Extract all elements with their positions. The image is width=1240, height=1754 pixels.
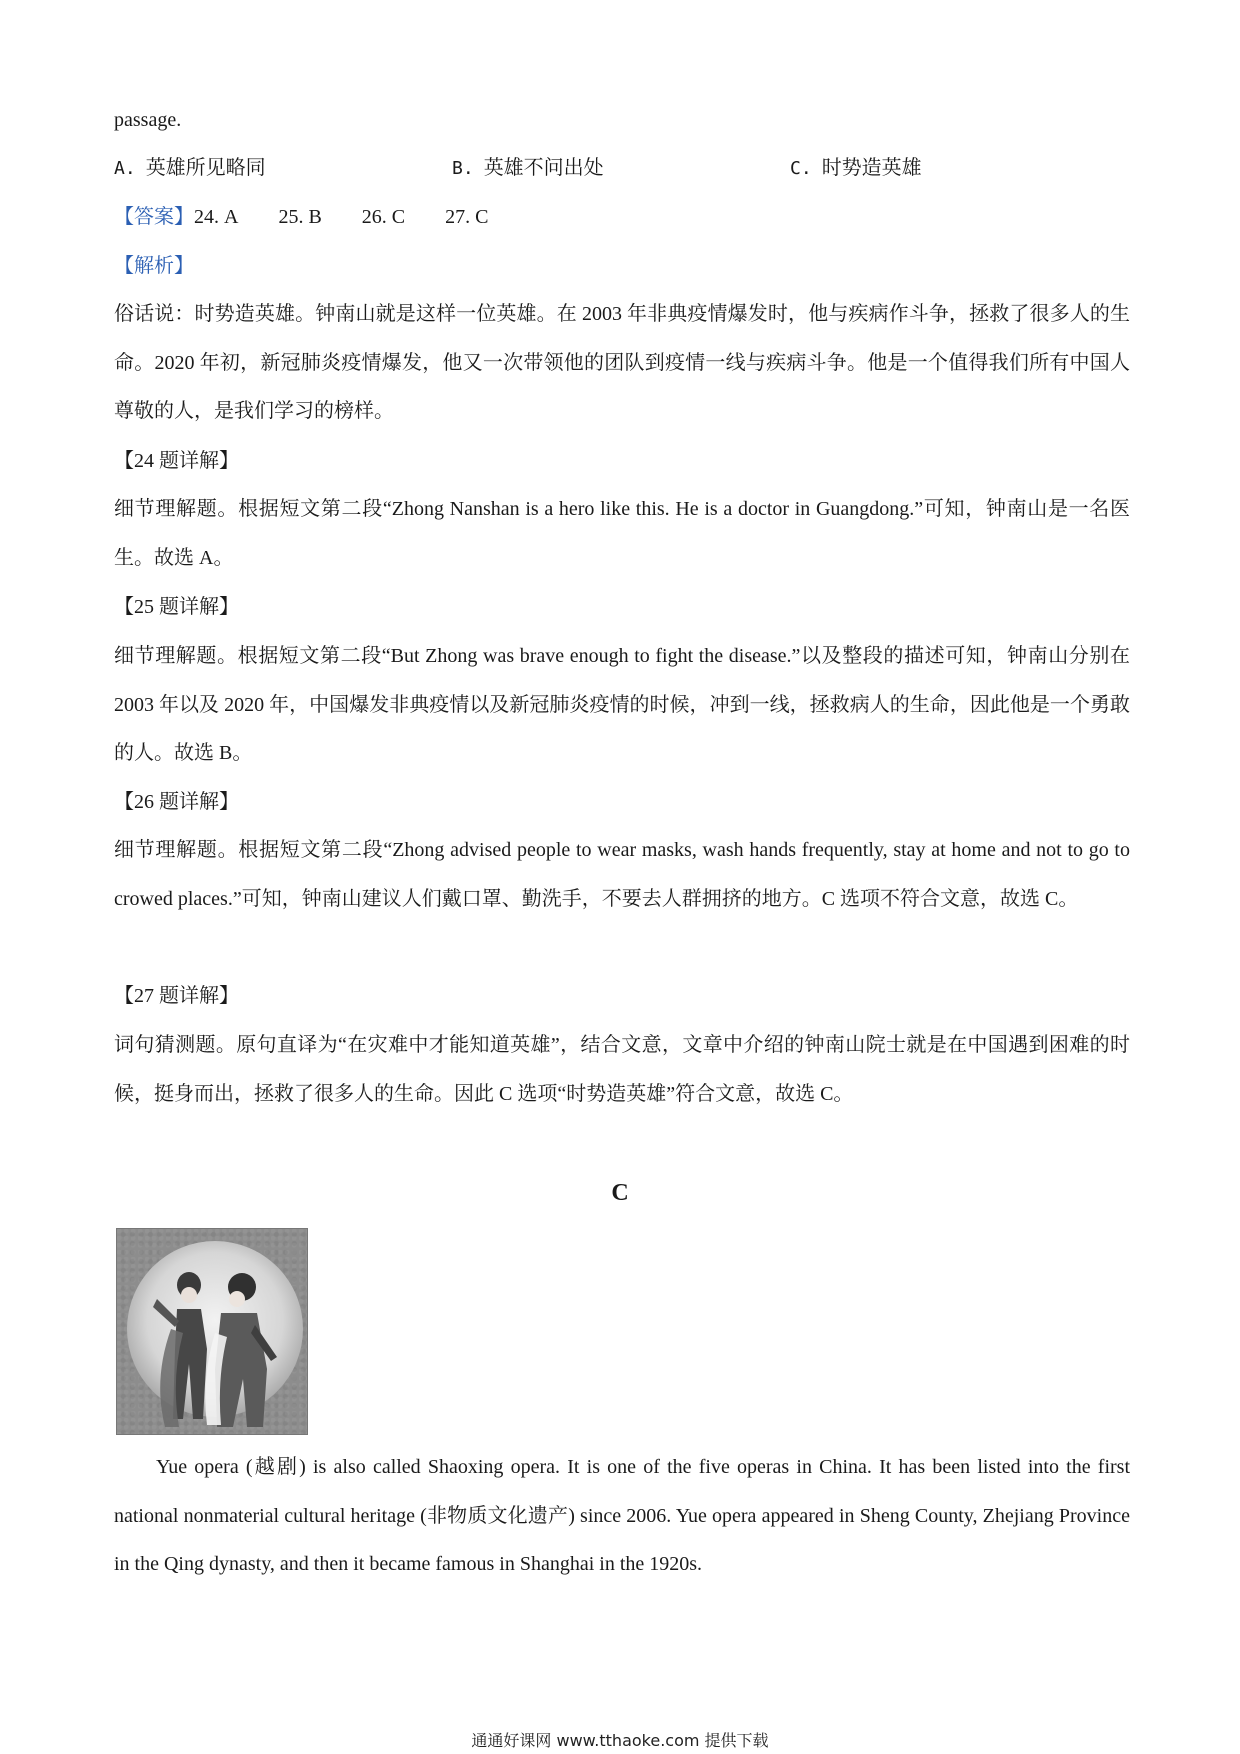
section-title: C <box>611 1180 629 1206</box>
option-b <box>452 156 604 181</box>
option-letter: A. <box>114 158 136 179</box>
detail-27-heading: 【27 题详解】 <box>114 985 239 1007</box>
option-letter: B. <box>452 158 474 179</box>
option-text: 时势造英雄 <box>821 157 922 179</box>
analysis-paragraph: 俗话说：时势造英雄。钟南山就是这样一位英雄。在 2003 年非典疫情爆发时，他与疾病作斗争，拯救了很多人的生命。2020 年初，新冠肺炎疫情爆发，他又一次带领他的团队到疫情一线与疾病斗争。他是一个值得我们所有中国人尊敬的人，是我们学习的榜样。 <box>114 303 1130 422</box>
analysis-tag: 【解析】 <box>114 255 194 277</box>
answer-line <box>114 205 488 229</box>
answer-26: 26. C <box>361 206 406 228</box>
opera-performers-illustration <box>117 1229 307 1434</box>
detail-26-heading: 【26 题详解】 <box>114 791 239 813</box>
option-c <box>790 156 922 181</box>
detail-24-text: 细节理解题。根据短文第二段“Zhong Nanshan is a hero like this. He is a doctor in Guangdong.”可知，钟南山是一名医生。故选 A。 <box>114 498 1130 569</box>
option-text: 英雄不问出处 <box>483 157 604 179</box>
detail-25-heading: 【25 题详解】 <box>114 596 239 618</box>
answer-27: 27. C <box>445 206 489 228</box>
detail-25-text: 细节理解题。根据短文第二段“But Zhong was brave enough to fight the disease.”以及整段的描述可知，钟南山分别在 2003 年以及 2020 年，中国爆发非典疫情以及新冠肺炎疫情的时候，冲到一线，拯救病人的生命，因此他是一个勇敢的人。故选 B。 <box>114 645 1130 764</box>
answer-24: 24. A <box>194 206 239 228</box>
option-a <box>114 156 266 181</box>
passage-c-paragraph: Yue opera (越剧) is also called Shaoxing opera. It is one of the five operas in China. It has been listed into the first national nonmaterial cultural heritage (非物质文化遗产) since 2006. Yue opera appeared in Sheng County, Zhejiang Province in the Qing dynasty, and then it became famous in Shanghai in the 1920s. <box>114 1456 1130 1575</box>
detail-24-heading: 【24 题详解】 <box>114 450 239 472</box>
option-letter: C. <box>790 158 812 179</box>
detail-27-text: 词句猜测题。原句直译为“在灾难中才能知道英雄”，结合文意，文章中介绍的钟南山院士就是在中国遇到困难的时候，挺身而出，拯救了很多人的生命。因此 C 选项“时势造英雄”符合文意，故选 C。 <box>114 1034 1130 1105</box>
page-footer: 通通好课网 www.tthaoke.com 提供下载 <box>471 1731 769 1750</box>
opera-photo <box>116 1228 308 1435</box>
detail-26-text: 细节理解题。根据短文第二段“Zhong advised people to wear masks, wash hands frequently, stay at home and not to go to crowed places.”可知，钟南山建议人们戴口罩、勤洗手，不要去人群拥挤的地方。C 选项不符合文意，故选 C。 <box>114 839 1130 910</box>
answer-25: 25. B <box>278 206 322 228</box>
answer-tag: 【答案】 <box>114 206 194 228</box>
passage-fragment: passage. <box>114 109 182 131</box>
option-text: 英雄所见略同 <box>145 157 266 179</box>
